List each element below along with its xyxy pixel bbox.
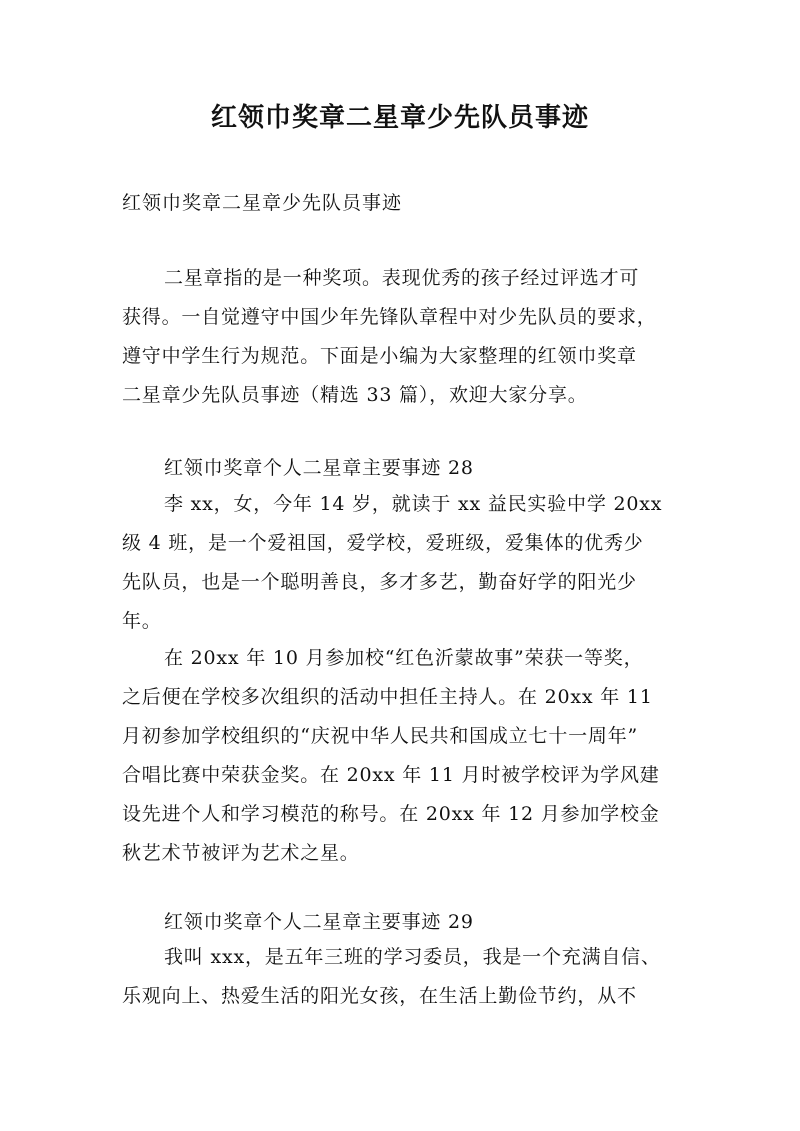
paragraph-line: 合唱比赛中荣获金奖。在 20xx 年 11 月时被学校评为学风建 bbox=[122, 764, 660, 786]
section-28-paragraph-2 bbox=[122, 639, 694, 873]
paragraph-line: 乐观向上、热爱生活的阳光女孩，在生活上勤俭节约，从不 bbox=[122, 985, 637, 1007]
intro-line: 遵守中学生行为规范。下面是小编为大家整理的红领巾奖章 bbox=[122, 345, 637, 367]
intro-line: 获得。一自觉遵守中国少年先锋队章程中对少先队员的要求， bbox=[122, 306, 657, 328]
paragraph-line: 我叫 xxx，是五年三班的学习委员，我是一个充满自信、 bbox=[164, 946, 661, 968]
document-subtitle: 红领巾奖章二星章少先队员事迹 bbox=[122, 192, 403, 214]
paragraph-line: 年。 bbox=[122, 610, 162, 632]
paragraph-line: 设先进个人和学习模范的称号。在 20xx 年 12 月参加学校金 bbox=[122, 803, 660, 825]
intro-paragraph bbox=[122, 259, 694, 415]
section-28-heading: 红领巾奖章个人二星章主要事迹 28 bbox=[164, 457, 474, 479]
intro-line: 二星章少先队员事迹（精选 33 篇），欢迎大家分享。 bbox=[122, 384, 588, 406]
intro-line: 二星章指的是一种奖项。表现优秀的孩子经过评选才可 bbox=[164, 267, 640, 289]
section-28-paragraph-1 bbox=[122, 485, 694, 641]
paragraph-line: 先队员，也是一个聪明善良，多才多艺，勤奋好学的阳光少 bbox=[122, 571, 637, 593]
paragraph-line: 级 4 班，是一个爱祖国，爱学校，爱班级，爱集体的优秀少 bbox=[122, 532, 644, 554]
section-29-paragraph-1 bbox=[122, 938, 694, 1016]
paragraph-line: 李 xx，女，今年 14 岁，就读于 xx 益民实验中学 20xx bbox=[164, 493, 663, 515]
paragraph-line: 秋艺术节被评为艺术之星。 bbox=[122, 842, 360, 864]
paragraph-line: 之后便在学校多次组织的活动中担任主持人。在 20xx 年 11 bbox=[122, 686, 653, 708]
document-title: 红领巾奖章二星章少先队员事迹 bbox=[210, 103, 589, 133]
paragraph-line: 在 20xx 年 10 月参加校“红色沂蒙故事”荣获一等奖， bbox=[164, 647, 644, 669]
paragraph-line: 月初参加学校组织的“庆祝中华人民共和国成立七十一周年” bbox=[122, 725, 639, 747]
section-29-heading: 红领巾奖章个人二星章主要事迹 29 bbox=[164, 911, 474, 933]
